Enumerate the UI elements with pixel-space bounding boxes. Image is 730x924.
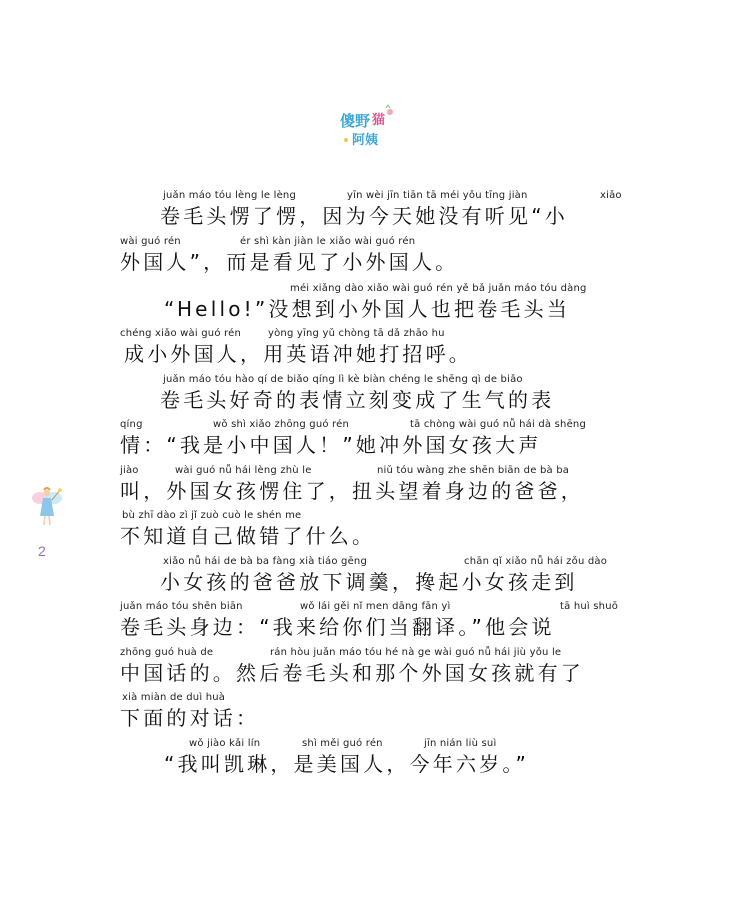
pinyin: yòng yīng yǔ chòng tā dǎ zhāo hu: [268, 328, 445, 339]
pinyin: qíng: [120, 419, 143, 430]
pinyin: wǒ jiào kǎi lín: [189, 738, 261, 749]
pinyin: rán hòu juǎn máo tóu hé nà ge wài guó nǚ hái jiù yǒu le: [270, 647, 562, 658]
hanzi: 情：“我是小中国人！”她冲外国女孩大声: [120, 433, 542, 457]
hanzi: 卷毛头身边：“我来给你们当翻译。”他会说: [120, 615, 555, 639]
pinyin: xià miàn de duì huà: [122, 692, 226, 703]
pinyin: bù zhī dào zì jǐ zuò cuò le shén me: [122, 510, 302, 521]
pinyin: yīn wèi jīn tiān tā méi yǒu tīng jiàn: [347, 190, 528, 201]
hanzi: 卷毛头愣了愣，因为今天她没有听见“小: [160, 204, 568, 228]
pinyin: zhōng guó huà de: [120, 647, 214, 658]
hanzi: 不知道自己做错了什么。: [120, 524, 376, 548]
pinyin: juǎn máo tóu shēn biān: [120, 601, 243, 612]
svg-text:阿姨: 阿姨: [352, 133, 379, 148]
pinyin: xiǎo: [600, 190, 622, 201]
pinyin: tā chòng wài guó nǚ hái dà shēng: [410, 419, 587, 430]
fairy-illustration: [30, 484, 64, 528]
pinyin: ér shì kàn jiàn le xiǎo wài guó rén: [240, 236, 416, 247]
hanzi: 卷毛头好奇的表情立刻变成了生气的表: [160, 388, 555, 412]
pinyin: méi xiǎng dào xiǎo wài guó rén yě bǎ juǎn máo tóu dàng: [290, 283, 587, 294]
hanzi: 叫，外国女孩愣住了，扭头望着身边的爸爸，: [120, 479, 584, 503]
pinyin: xiǎo nǚ hái de bà ba fàng xià tiáo gēng: [163, 556, 368, 567]
pinyin: jiào: [120, 465, 139, 476]
hanzi: “我叫凯琳，是美国人，今年六岁。”: [164, 752, 530, 776]
pinyin: chéng xiǎo wài guó rén: [120, 328, 242, 339]
pinyin: tā huì shuō: [560, 601, 619, 612]
pinyin: wǒ lái gěi nǐ men dāng fān yì: [300, 601, 451, 612]
pinyin: juǎn máo tóu hào qí de biǎo qíng lì kè biàn chéng le shēng qì de biǎo: [163, 374, 523, 385]
series-logo: [338, 104, 398, 150]
pinyin: wǒ shì xiǎo zhōng guó rén: [213, 419, 350, 430]
pinyin: wài guó rén: [120, 236, 181, 247]
hanzi: 下面的对话：: [120, 706, 260, 730]
hanzi: 小女孩的爸爸放下调羹，搀起小女孩走到: [160, 570, 578, 594]
hanzi: 外国人”，而是看见了小外国人。: [120, 250, 459, 274]
svg-text:傻野: 傻野: [340, 112, 371, 130]
pinyin: juǎn máo tóu lèng le lèng: [163, 190, 297, 201]
svg-text:猫: 猫: [372, 113, 386, 128]
pinyin: niǔ tóu wàng zhe shēn biān de bà ba: [377, 465, 570, 476]
pinyin: jīn nián liù suì: [424, 738, 497, 749]
pinyin: wài guó nǚ hái lèng zhù le: [175, 465, 312, 476]
hanzi: “Hello!”没想到小外国人也把卷毛头当: [164, 297, 571, 321]
page-number: 2: [38, 543, 46, 559]
pinyin: chān qǐ xiǎo nǚ hái zǒu dào: [464, 556, 608, 567]
hanzi: 成小外国人，用英语冲她打招呼。: [124, 342, 472, 366]
pinyin: shì měi guó rén: [302, 738, 383, 749]
hanzi: 中国话的。然后卷毛头和那个外国女孩就有了: [120, 661, 584, 685]
